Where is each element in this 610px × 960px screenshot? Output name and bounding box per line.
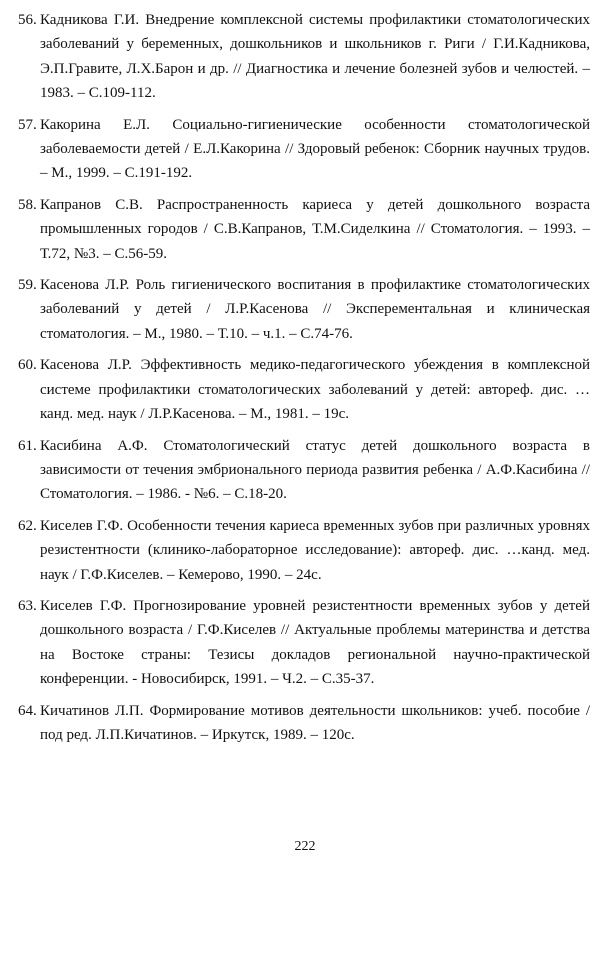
reference-number: 59. — [18, 277, 37, 294]
reference-item — [18, 113, 590, 186]
reference-number: 64. — [18, 702, 37, 719]
reference-text: Касенова Л.Р. Роль гигиенического воспитания в профилактике стоматологических заболеваний у детей / Л.Р.Касенова // Эксперементальная и клиническая стоматология. – М., 1980. – Т.10. – ч.1. – С.74-76. — [40, 277, 590, 342]
reference-number: 60. — [18, 357, 37, 374]
reference-text: Касибина А.Ф. Стоматологический статус детей дошкольного возраста в зависимости от течения эмбрионального периода развития ребенка / А.Ф.Касибина // Стоматология. – 1986. - №6. – С.18-20. — [40, 437, 590, 503]
reference-text: Капранов С.В. Распространенность кариеса у детей дошкольного возраста промышленных городов / С.В.Капранов, Т.М.Сиделкина // Стоматология. – 1993. – Т.72, №3. – С.56-59. — [40, 196, 590, 262]
reference-number: 58. — [18, 196, 37, 213]
reference-item — [18, 8, 590, 106]
page-number: 222 — [294, 839, 316, 854]
reference-list — [18, 8, 590, 754]
reference-number: 61. — [18, 437, 37, 454]
reference-text: Какорина Е.Л. Социально-гигиенические особенности стоматологической заболеваемости детей / Е.Л.Какорина // Здоровый ребенок: Сборник научных трудов. – М., 1999. – С.191-192. — [40, 116, 590, 182]
reference-text: Кичатинов Л.П. Формирование мотивов деятельности школьников: учеб. пособие / под ред. Л.П.Кичатинов. – Иркутск, 1989. – 120с. — [40, 702, 590, 743]
reference-item — [18, 594, 590, 692]
reference-item — [18, 353, 590, 426]
reference-item — [18, 514, 590, 587]
reference-number: 63. — [18, 597, 37, 614]
reference-item — [18, 434, 590, 507]
reference-text: Киселев Г.Ф. Прогнозирование уровней резистентности временных зубов у детей дошкольного возраста / Г.Ф.Киселев // Актуальные проблемы материнства и детства на Востоке страны: Тезисы докладов региональной научно-практической конференции. - Новосибирск, 1991. – Ч.2. – С.35-37. — [40, 597, 590, 688]
reference-item — [18, 193, 590, 266]
reference-number: 62. — [18, 517, 37, 534]
reference-number: 56. — [18, 12, 37, 28]
reference-text: Касенова Л.Р. Эффективность медико-педагогического убеждения в комплексной системе профилактики стоматологических заболеваний у детей: автореф. дис. …канд. мед. наук / Л.Р.Касенова. – М., 1981. – 19с. — [40, 357, 590, 423]
reference-number: 57. — [18, 116, 37, 133]
reference-text: Кадникова Г.И. Внедрение комплексной системы профилактики стоматологических заболеваний у беременных, дошкольников и школьников г. Риги / Г.И.Кадникова, Э.П.Гравите, Л.Х.Барон и др. // Диагностика и лечение болезней зубов и челюстей. – 1983. – С.109-112. — [40, 12, 590, 102]
reference-item — [18, 699, 590, 748]
reference-item — [18, 273, 590, 346]
reference-text: Киселев Г.Ф. Особенности течения кариеса временных зубов при различных уровнях резистентности (клинико-лабораторное исследование): автореф. дис. …канд. мед. наук / Г.Ф.Киселев. – Кемерово, 1990. – 24с. — [40, 517, 590, 583]
